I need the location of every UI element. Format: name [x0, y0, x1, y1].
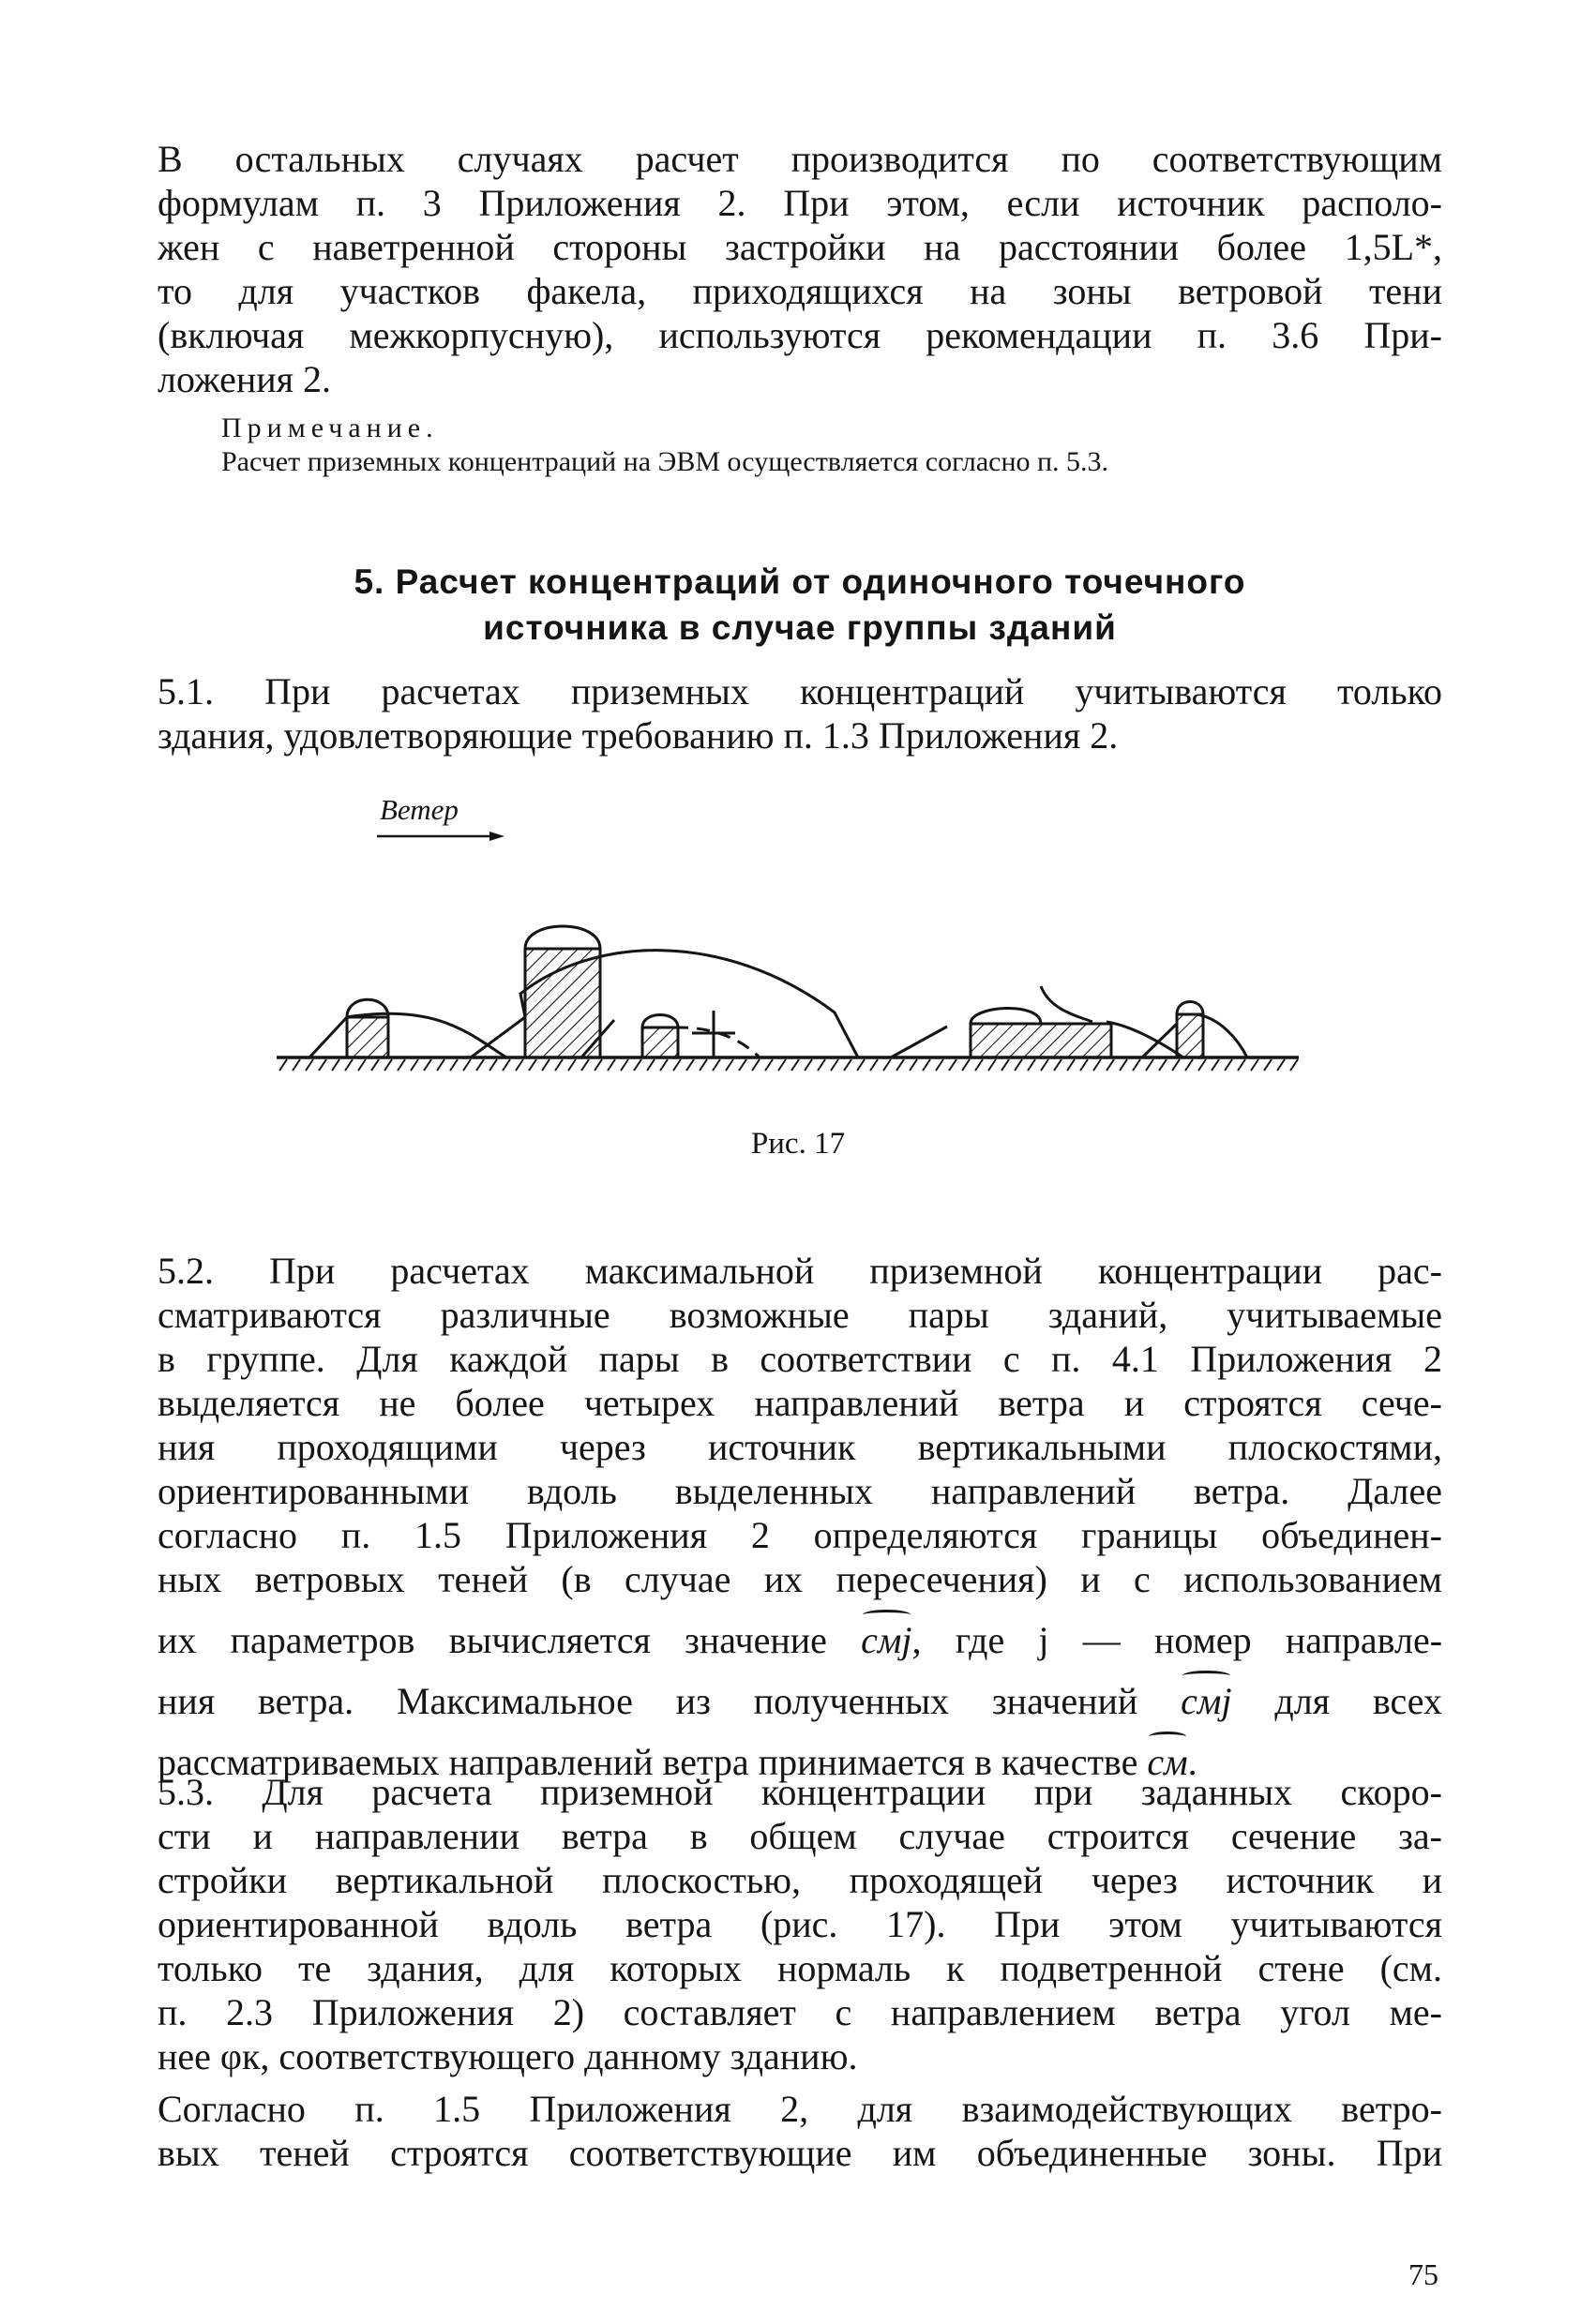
- c-mj-symbol: cмj: [861, 1619, 912, 1661]
- building-3: [642, 1015, 678, 1058]
- text-line: вых теней строятся соответствующие им объединенные зоны. При: [158, 2132, 1442, 2174]
- text-line: ориентированными вдоль выделенных направлений ветра. Далее: [158, 1470, 1442, 1512]
- paragraph-5-1: [158, 669, 1442, 757]
- text-fragment: , где j — номер направле-: [911, 1619, 1443, 1661]
- text-fragment: ния ветра. Максимальное из полученных значений: [158, 1680, 1138, 1722]
- section-heading: [158, 559, 1442, 651]
- wind-shadow-contour: [1142, 1024, 1177, 1057]
- text-line: согласно п. 1.5 Приложения 2 определяются границы объединен-: [158, 1514, 1442, 1556]
- text-line: ных ветровых теней (в случае их пересечения) и с использованием: [158, 1558, 1442, 1600]
- page-number: 75: [1408, 2257, 1438, 2291]
- text-line: в группе. Для каждой пары в соответствии с п. 4.1 Приложения 2: [158, 1338, 1442, 1380]
- text-line: [158, 1679, 1442, 1723]
- text-line: стройки вертикальной плоскостью, проходящей через источник и: [158, 1859, 1442, 1901]
- text-line: ложения 2.: [158, 358, 332, 400]
- wind-shadow-contour: [1041, 986, 1092, 1022]
- text-fragment: рассматриваемых направлений ветра принимается в качестве: [158, 1741, 1138, 1783]
- text-line: жен с наветренной стороны застройки на расстоянии более 1,5L*,: [158, 226, 1442, 268]
- text-line: 5.2. При расчетах максимальной приземной концентрации рас-: [158, 1250, 1442, 1292]
- text-line: В остальных случаях расчет производится по соответствующим: [158, 138, 1442, 180]
- text-line: то для участков факела, приходящихся на зоны ветровой тени: [158, 270, 1442, 312]
- figure-caption: Рис. 17: [750, 1127, 846, 1161]
- text-line: п. 2.3 Приложения 2) составляет с направлением ветра угол ме-: [158, 1991, 1442, 2033]
- section-heading-line: 5. Расчет концентраций от одиночного точечного: [354, 562, 1246, 601]
- c-mj-symbol: cмj: [1181, 1680, 1232, 1722]
- text-line: ориентированной вдоль ветра (рис. 17). При этом учитываются: [158, 1903, 1442, 1945]
- text-line: сматриваются различные возможные пары зданий, учитываемые: [158, 1294, 1442, 1336]
- text-line: 5.1. При расчетах приземных концентраций учитываются только: [158, 670, 1442, 712]
- building-5: [1177, 1002, 1203, 1058]
- paragraph-5-2: [158, 1249, 1442, 1784]
- text-line: только те здания, для которых нормаль к подветренной стене (см.: [158, 1947, 1442, 1989]
- text-line: 5.3. Для расчета приземной концентрации при заданных скоро-: [158, 1771, 1442, 1813]
- note-text: Расчет приземных концентраций на ЭВМ осуществляется согласно п. 5.3.: [221, 446, 1109, 477]
- building-2: [525, 926, 600, 1057]
- text-line: выделяется не более четырех направлений ветра и строятся сече-: [158, 1382, 1442, 1424]
- text-fragment: для всех: [1274, 1680, 1443, 1722]
- text-line: (включая межкорпусную), используются рекомендации п. 3.6 При-: [158, 314, 1442, 356]
- building-section-diagram: [272, 787, 1332, 1116]
- c-m-symbol: cм: [1147, 1741, 1188, 1783]
- text-line: здания, удовлетворяющие требованию п. 1.3 Приложения 2.: [158, 714, 1119, 757]
- paragraph-intro: [158, 137, 1442, 401]
- text-line: ния проходящими через источник вертикальными плоскостями,: [158, 1426, 1442, 1468]
- text-fragment: .: [1187, 1741, 1197, 1783]
- text-line: формулам п. 3 Приложения 2. При этом, если источник располо-: [158, 182, 1442, 224]
- paragraph-5-3: [158, 1770, 1442, 2078]
- note-title: Примечание.: [221, 412, 439, 443]
- text-line: [158, 1618, 1442, 1662]
- figure-17: [272, 787, 1332, 1116]
- text-line: Согласно п. 1.5 Приложения 2, для взаимодействующих ветро-: [158, 2088, 1442, 2130]
- paragraph-final: [158, 2087, 1442, 2175]
- text-line: сти и направлении ветра в общем случае строится сечение за-: [158, 1815, 1442, 1857]
- wind-shadow-contour: [891, 1027, 947, 1057]
- building-4: [971, 1008, 1111, 1057]
- wind-shadow-contour: [309, 1017, 347, 1057]
- text-fragment: их параметров вычисляется значение: [158, 1619, 827, 1661]
- wind-arrow: [377, 832, 504, 841]
- ground-line: [277, 1057, 1299, 1071]
- building-1: [347, 999, 388, 1057]
- wind-label: Ветер: [380, 793, 459, 826]
- text-line: нее φк, соответствующего данному зданию.: [158, 2035, 858, 2077]
- section-heading-line: источника в случае группы зданий: [483, 608, 1117, 647]
- source-stack: [692, 1011, 735, 1057]
